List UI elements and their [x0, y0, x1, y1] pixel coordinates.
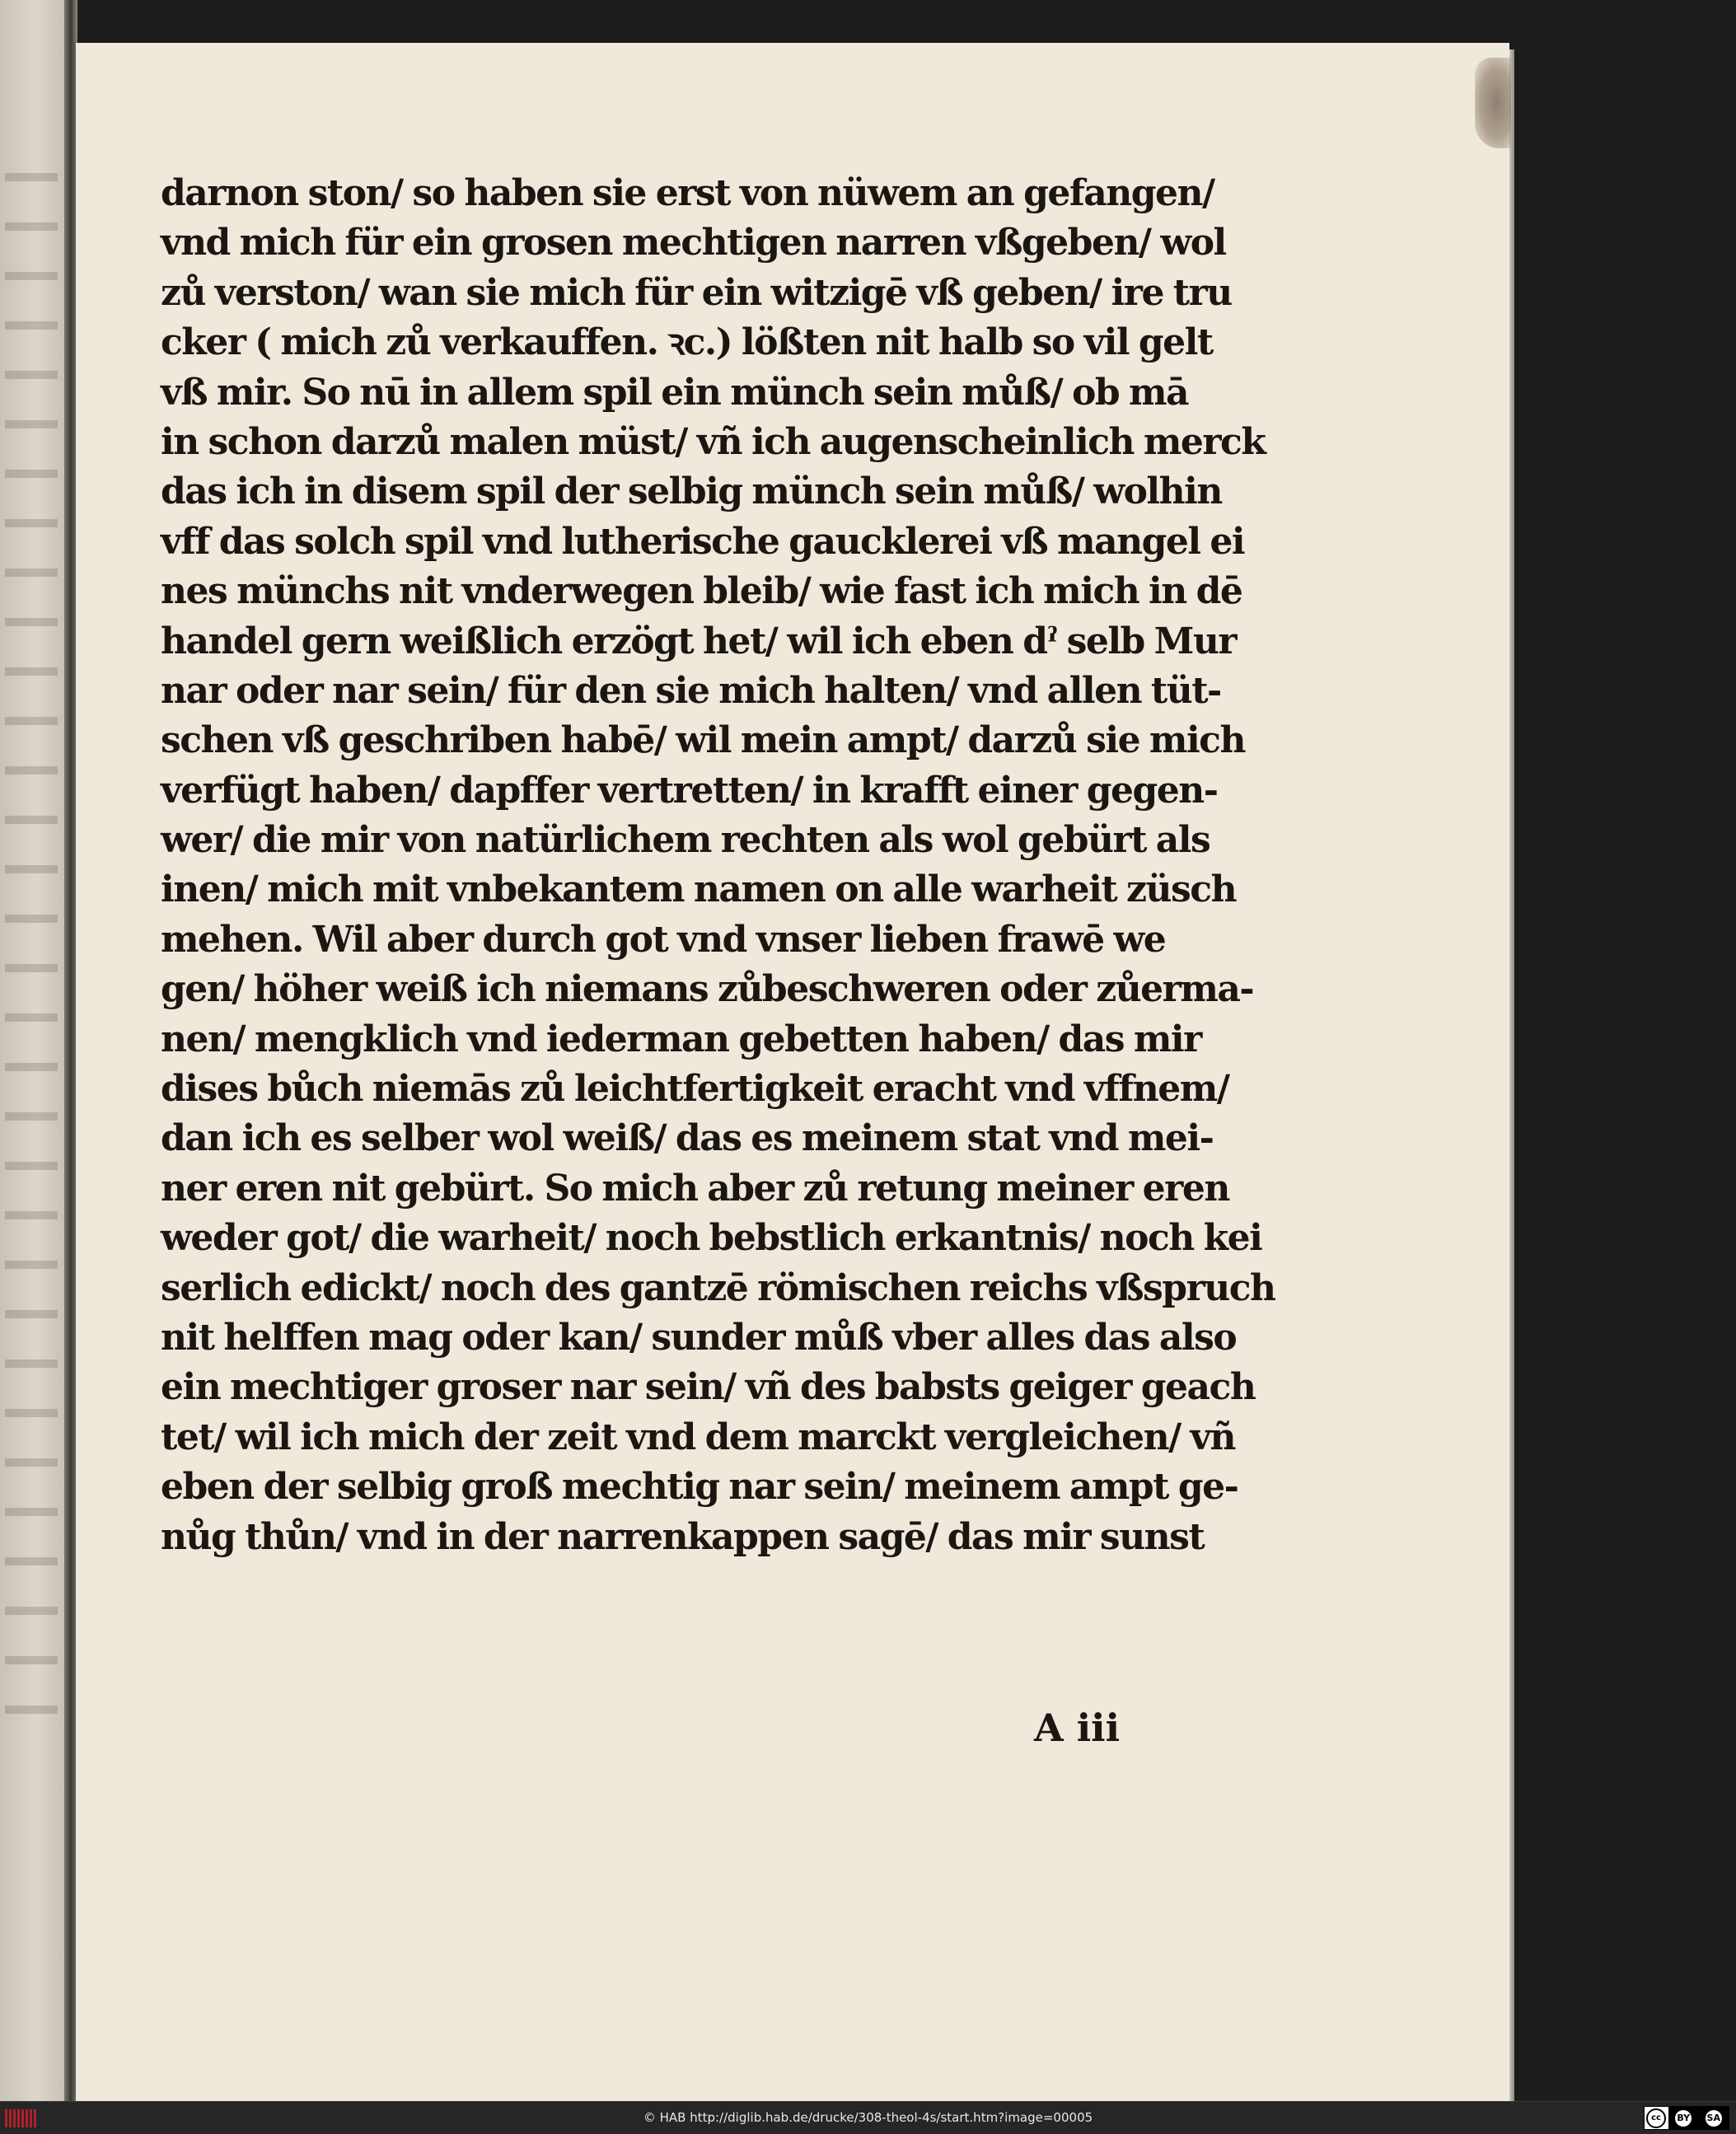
cc-by-icon: BY: [1675, 2110, 1692, 2127]
footer-credit[interactable]: © HAB http://diglib.hab.de/drucke/308-theol-4s/start.htm?image=00005: [643, 2110, 1093, 2125]
text-line: inen/ mich mit vnbekantem namen on alle warheit züsch: [161, 868, 1237, 911]
text-line: handel gern weißlich erzögt het/ wil ich eben dˀ selb Mur: [161, 620, 1237, 662]
text-line: dises bůch niemās zů leichtfertigkeit eracht vnd vffnem/: [161, 1068, 1229, 1111]
text-line: eben der selbig groß mechtig nar sein/ meinem ampt ge-: [161, 1466, 1238, 1509]
text-line: serlich edickt/ noch des gantzē römischen reichs vßspruch: [161, 1266, 1275, 1309]
page-text-block: [161, 169, 1275, 1562]
text-line: cker ( mich zů verkauffen. ꝛc.) lößten nit halb so vil gelt: [161, 321, 1213, 364]
text-line: schen vß geschriben habē/ wil mein ampt/ darzů sie mich: [161, 719, 1245, 762]
cc-license-badge[interactable]: [1644, 2106, 1729, 2130]
text-line: vß mir. So nū in allem spil ein münch sein můß/ ob mā: [161, 371, 1189, 414]
text-line: das ich in disem spil der selbig münch sein můß/ wolhin: [161, 470, 1222, 513]
signature-mark: A iii: [1034, 1706, 1121, 1750]
text-line: verfügt haben/ dapffer vertretten/ in krafft einer gegen-: [161, 769, 1218, 812]
text-line: nen/ mengklich vnd iederman gebetten haben/ das mir: [161, 1018, 1201, 1060]
text-line: vff das solch spil vnd lutherische gaucklerei vß mangel ei: [161, 520, 1245, 563]
cc-attribution-block: [1668, 2107, 1729, 2129]
text-line: vnd mich für ein grosen mechtigen narren vßgeben/ wol: [161, 222, 1226, 264]
text-line: zů verston/ wan sie mich für ein witzigē vß geben/ ire tru: [161, 271, 1232, 314]
text-line: ner eren nit gebürt. So mich aber zů retung meiner eren: [161, 1167, 1229, 1210]
text-line: wer/ die mir von natürlichem rechten als wol gebürt als: [161, 819, 1210, 862]
text-line: tet/ wil ich mich der zeit vnd dem marckt vergleichen/ vñ: [161, 1416, 1236, 1458]
text-line: nar oder nar sein/ für den sie mich halten/ vnd allen tüt-: [161, 669, 1221, 712]
text-line: in schon darzů malen müst/ vñ ich augenscheinlich merck: [161, 420, 1266, 463]
page-stain: [1475, 58, 1511, 148]
text-line: gen/ höher weiß ich niemans zůbeschweren oder zůerma-: [161, 968, 1254, 1011]
cc-icon: cc: [1646, 2108, 1666, 2128]
viewer-footer: [0, 2101, 1736, 2134]
text-line: ein mechtiger groser nar sein/ vñ des babsts geiger geach: [161, 1366, 1256, 1409]
text-line: weder got/ die warheit/ noch bebstlich erkantnis/ noch kei: [161, 1217, 1262, 1260]
left-page-bleed-text: [5, 173, 58, 1739]
text-line: dan ich es selber wol weiß/ das es meinem stat vnd mei-: [161, 1117, 1214, 1160]
page-right-edge: [1509, 49, 1514, 2101]
text-line: nit helffen mag oder kan/ sunder můß vber alles das also: [161, 1316, 1237, 1359]
cc-sa-icon: SA: [1706, 2110, 1722, 2127]
text-line: darnon ston/ so haben sie erst von nüwem an gefangen/: [161, 172, 1214, 214]
left-page-edge: [0, 0, 74, 2101]
text-line: mehen. Wil aber durch got vnd vnser lieben frawē we: [161, 918, 1166, 961]
text-line: nes münchs nit vnderwegen bleib/ wie fast ich mich in dē: [161, 570, 1242, 613]
text-line: nůg thůn/ vnd in der narrenkappen sagē/ das mir sunst: [161, 1515, 1205, 1558]
